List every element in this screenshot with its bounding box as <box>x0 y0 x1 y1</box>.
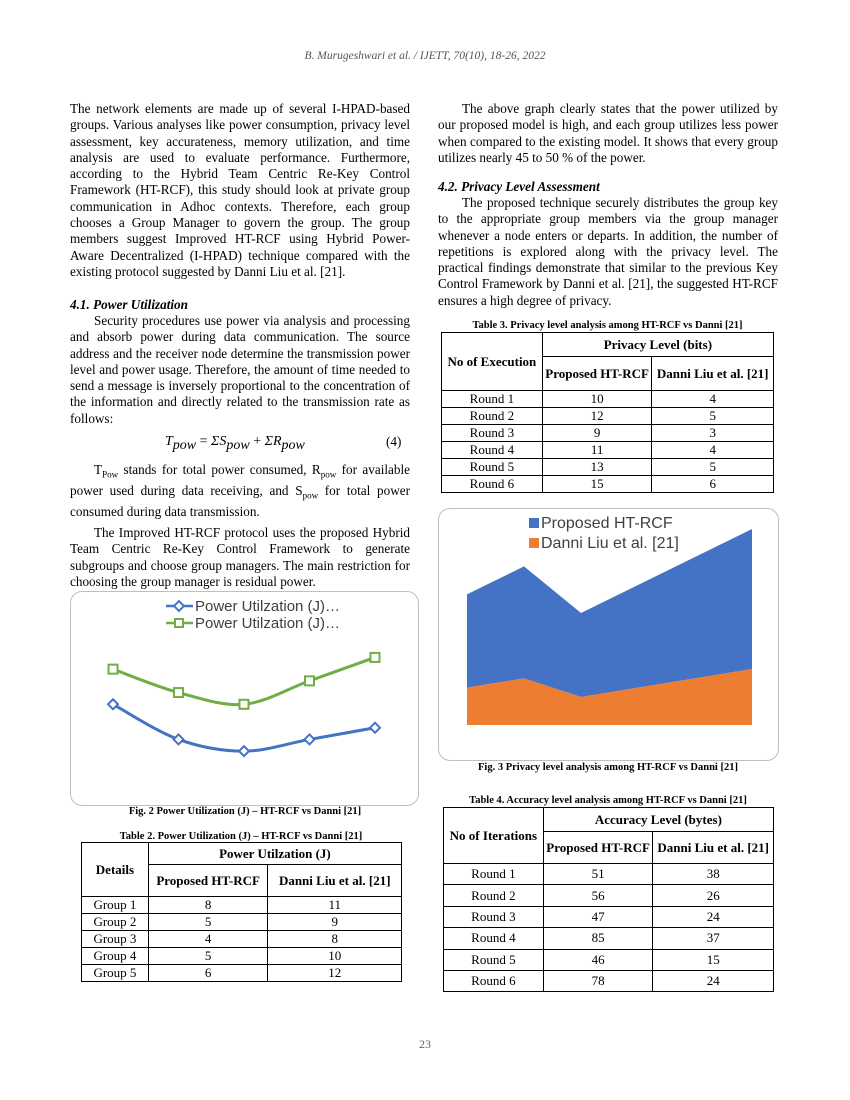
intro-paragraph: The network elements are made up of several I-HPAD-based groups. Various analyses like power consumption, privacy level assessment, key accurateness, memory utilization, and time analysis are used to evaluate performance. Furthermore, according to the Hybrid Team Centric Re-Key Control Framework (HT-RCF), this study should look at private group communication in Adhoc contexts. Therefore, each group chooses a Group Manager to govern the group. The group members suggest Improved HT-RCF using Hybrid Power-Aware Decentralized (I-HPAD) technique compared with the existing protocol suggested by Danni Liu et al. [21]. <box>70 101 410 279</box>
table-row <box>442 391 774 408</box>
privacy-level-area-chart <box>439 509 778 760</box>
fig2-caption: Fig. 2 Power Utilization (J) – HT-RCF vs Danni [21] <box>128 806 362 817</box>
table4-header-danni: Danni Liu et al. [21] <box>653 832 774 864</box>
def-pow3: pow <box>302 490 319 501</box>
def-a: stands for total power consumed, R <box>118 462 321 477</box>
data-point <box>370 723 380 733</box>
graph-discussion-paragraph: The above graph clearly states that the power utilized by our proposed model is high, and each group utilizes less power when compared to the existing model. It shows that every group utilizes nearly 45 to 50 % of the power. <box>438 101 778 165</box>
table-cell: 47 <box>543 906 653 927</box>
table-row <box>442 459 774 476</box>
def-c: for total power consumed during data transmission. <box>70 482 410 519</box>
page-number: 23 <box>419 1037 431 1051</box>
running-header: B. Murugeshwari et al. / IJETT, 70(10), 18-26, 2022 <box>304 50 546 62</box>
left-column <box>70 101 410 280</box>
table-cell: 9 <box>542 425 652 442</box>
eq-sigma-r: ΣR <box>264 434 282 449</box>
table2-header-danni: Danni Liu et al. [21] <box>268 865 402 897</box>
table2-caption: Table 2. Power Utilization (J) – HT-RCF vs Danni [21] <box>119 831 363 842</box>
table2-header-proposed: Proposed HT-RCF <box>148 865 268 897</box>
table-cell: 11 <box>542 442 652 459</box>
table-cell: 15 <box>653 949 774 970</box>
def-pow1: Pow <box>102 469 119 480</box>
def-b: for available power used during data receiving, and S <box>70 462 410 498</box>
table-row <box>442 408 774 425</box>
eq-plus: + <box>249 434 265 449</box>
fig3-caption: Fig. 3 Privacy level analysis among HT-RCF vs Danni [21] <box>478 762 738 773</box>
fig2-chart <box>70 591 419 806</box>
table4-header-proposed: Proposed HT-RCF <box>543 832 653 864</box>
table-cell: 78 <box>543 970 653 991</box>
legend-marker-square <box>175 619 183 627</box>
power-utilization-line-chart <box>71 592 418 805</box>
data-point <box>240 700 249 709</box>
table4-caption: Table 4. Accuracy level analysis among HT-RCF vs Danni [21] <box>469 795 747 806</box>
power-utilization-paragraph: Security procedures use power via analysis and processing and absorb power during data communication. The source address and the receiver node determine the transmission power level and power usage. Therefore, the amount of time needed to send a message is inversely proportional to the concentration of the information and directly related to the transmission rate as follows: <box>70 313 410 426</box>
equation-4 <box>165 432 305 454</box>
table-cell: Round 2 <box>444 885 544 906</box>
data-point <box>239 746 249 756</box>
table-cell: 26 <box>653 885 774 906</box>
table-cell: 5 <box>148 914 268 931</box>
table4 <box>443 807 774 992</box>
table-row <box>442 442 774 459</box>
table3-header-proposed: Proposed HT-RCF <box>542 357 652 391</box>
table-cell: 51 <box>543 864 653 885</box>
table-row <box>442 425 774 442</box>
table-cell: 46 <box>543 949 653 970</box>
table-cell: 5 <box>652 459 774 476</box>
section-4-2-heading: 4.2. Privacy Level Assessment <box>438 179 600 194</box>
data-point <box>305 676 314 685</box>
table-cell: 11 <box>268 897 402 914</box>
table-cell: Round 6 <box>444 970 544 991</box>
table-cell: 8 <box>268 931 402 948</box>
legend-label: Danni Liu et al. [21] <box>541 535 679 552</box>
table3-caption: Table 3. Privacy level analysis among HT-RCF vs Danni [21] <box>472 320 743 331</box>
eq-sigma-s: ΣS <box>211 434 227 449</box>
table2-header-details: Details <box>82 843 149 897</box>
table-cell: 10 <box>268 948 402 965</box>
eq-r-sub: pow <box>281 438 305 454</box>
table-cell: 85 <box>543 928 653 949</box>
table-row <box>444 864 774 885</box>
table-cell: 12 <box>268 965 402 982</box>
table-cell: Group 2 <box>82 914 149 931</box>
legend-swatch <box>529 518 539 528</box>
section-4-1-heading: 4.1. Power Utilization <box>70 297 188 312</box>
table3-header-group: Privacy Level (bits) <box>542 333 773 357</box>
table-cell: 10 <box>542 391 652 408</box>
table-row <box>82 931 402 948</box>
table-cell: Round 4 <box>442 442 543 459</box>
table-cell: 9 <box>268 914 402 931</box>
table-cell: Round 4 <box>444 928 544 949</box>
equation-number: (4) <box>386 434 402 449</box>
table-cell: 38 <box>653 864 774 885</box>
data-point <box>305 734 315 744</box>
table-row <box>82 948 402 965</box>
data-point <box>109 665 118 674</box>
table-row <box>82 914 402 931</box>
table-cell: Round 6 <box>442 476 543 493</box>
table-cell: 6 <box>148 965 268 982</box>
table-cell: Round 5 <box>444 949 544 970</box>
table-cell: 5 <box>652 408 774 425</box>
table-cell: 8 <box>148 897 268 914</box>
table-cell: 4 <box>652 442 774 459</box>
eq-t-sub: pow <box>172 438 197 454</box>
table-cell: 15 <box>542 476 652 493</box>
table-cell: Group 3 <box>82 931 149 948</box>
table4-header-iterations: No of Iterations <box>444 808 544 864</box>
table3 <box>441 332 774 493</box>
legend-label: Power Utilzation (J)… <box>195 598 341 615</box>
eq-s-sub: pow <box>226 438 250 454</box>
table-row <box>444 928 774 949</box>
table-cell: 5 <box>148 948 268 965</box>
table-cell: 56 <box>543 885 653 906</box>
definitions-paragraph <box>70 462 410 520</box>
legend-label: Power Utilzation (J)… <box>195 615 341 632</box>
table2 <box>81 842 402 982</box>
table-cell: 4 <box>148 931 268 948</box>
series-line-1 <box>113 657 375 704</box>
legend-label: Proposed HT-RCF <box>541 515 673 532</box>
table-cell: 24 <box>653 906 774 927</box>
privacy-level-paragraph: The proposed technique securely distributes the group key to the appropriate group members via the group manager whenever a node enters or departs. In addition, the number of repetitions is explored along with the privacy level. The practical findings demonstrate that similar to the previous Key Control Framework by Danni et al. [21], the suggested HT-RCF ensures a high degree of privacy. <box>438 195 778 308</box>
table-cell: 24 <box>653 970 774 991</box>
eq-t: T <box>165 434 173 449</box>
table-cell: Round 5 <box>442 459 543 476</box>
def-pow2: pow <box>320 469 337 480</box>
legend-swatch <box>529 538 539 548</box>
table-cell: Round 1 <box>442 391 543 408</box>
table-cell: 6 <box>652 476 774 493</box>
table-cell: Group 5 <box>82 965 149 982</box>
table3-header-execution: No of Execution <box>442 333 543 391</box>
table-cell: Round 3 <box>444 906 544 927</box>
data-point <box>174 688 183 697</box>
eq-equals: = <box>196 434 212 449</box>
table-row <box>444 885 774 906</box>
def-t: T <box>94 462 103 477</box>
fig3-chart <box>438 508 779 761</box>
table-row <box>82 897 402 914</box>
table-row <box>82 965 402 982</box>
table-row <box>444 949 774 970</box>
table-cell: Group 1 <box>82 897 149 914</box>
data-point <box>174 734 184 744</box>
table-row <box>444 970 774 991</box>
data-point <box>371 653 380 662</box>
table-cell: 4 <box>652 391 774 408</box>
table-cell: 3 <box>652 425 774 442</box>
table3-header-danni: Danni Liu et al. [21] <box>652 357 774 391</box>
legend-marker-diamond <box>174 601 184 611</box>
table4-header-group: Accuracy Level (bytes) <box>543 808 773 832</box>
table-cell: Group 4 <box>82 948 149 965</box>
table-cell: 37 <box>653 928 774 949</box>
table-row <box>444 906 774 927</box>
improved-htrcf-paragraph: The Improved HT-RCF protocol uses the proposed Hybrid Team Centric Re-Key Control Framework to generate subgroups and choose group managers. The main restriction for choosing the group manager is residual power. <box>70 525 410 589</box>
series-line-0 <box>113 704 375 751</box>
table-cell: 12 <box>542 408 652 425</box>
table-cell: Round 3 <box>442 425 543 442</box>
table-cell: Round 1 <box>444 864 544 885</box>
table2-header-group: Power Utilzation (J) <box>148 843 401 865</box>
table-cell: Round 2 <box>442 408 543 425</box>
table-row <box>442 476 774 493</box>
area-proposed-htrcf <box>467 529 752 697</box>
table-cell: 13 <box>542 459 652 476</box>
